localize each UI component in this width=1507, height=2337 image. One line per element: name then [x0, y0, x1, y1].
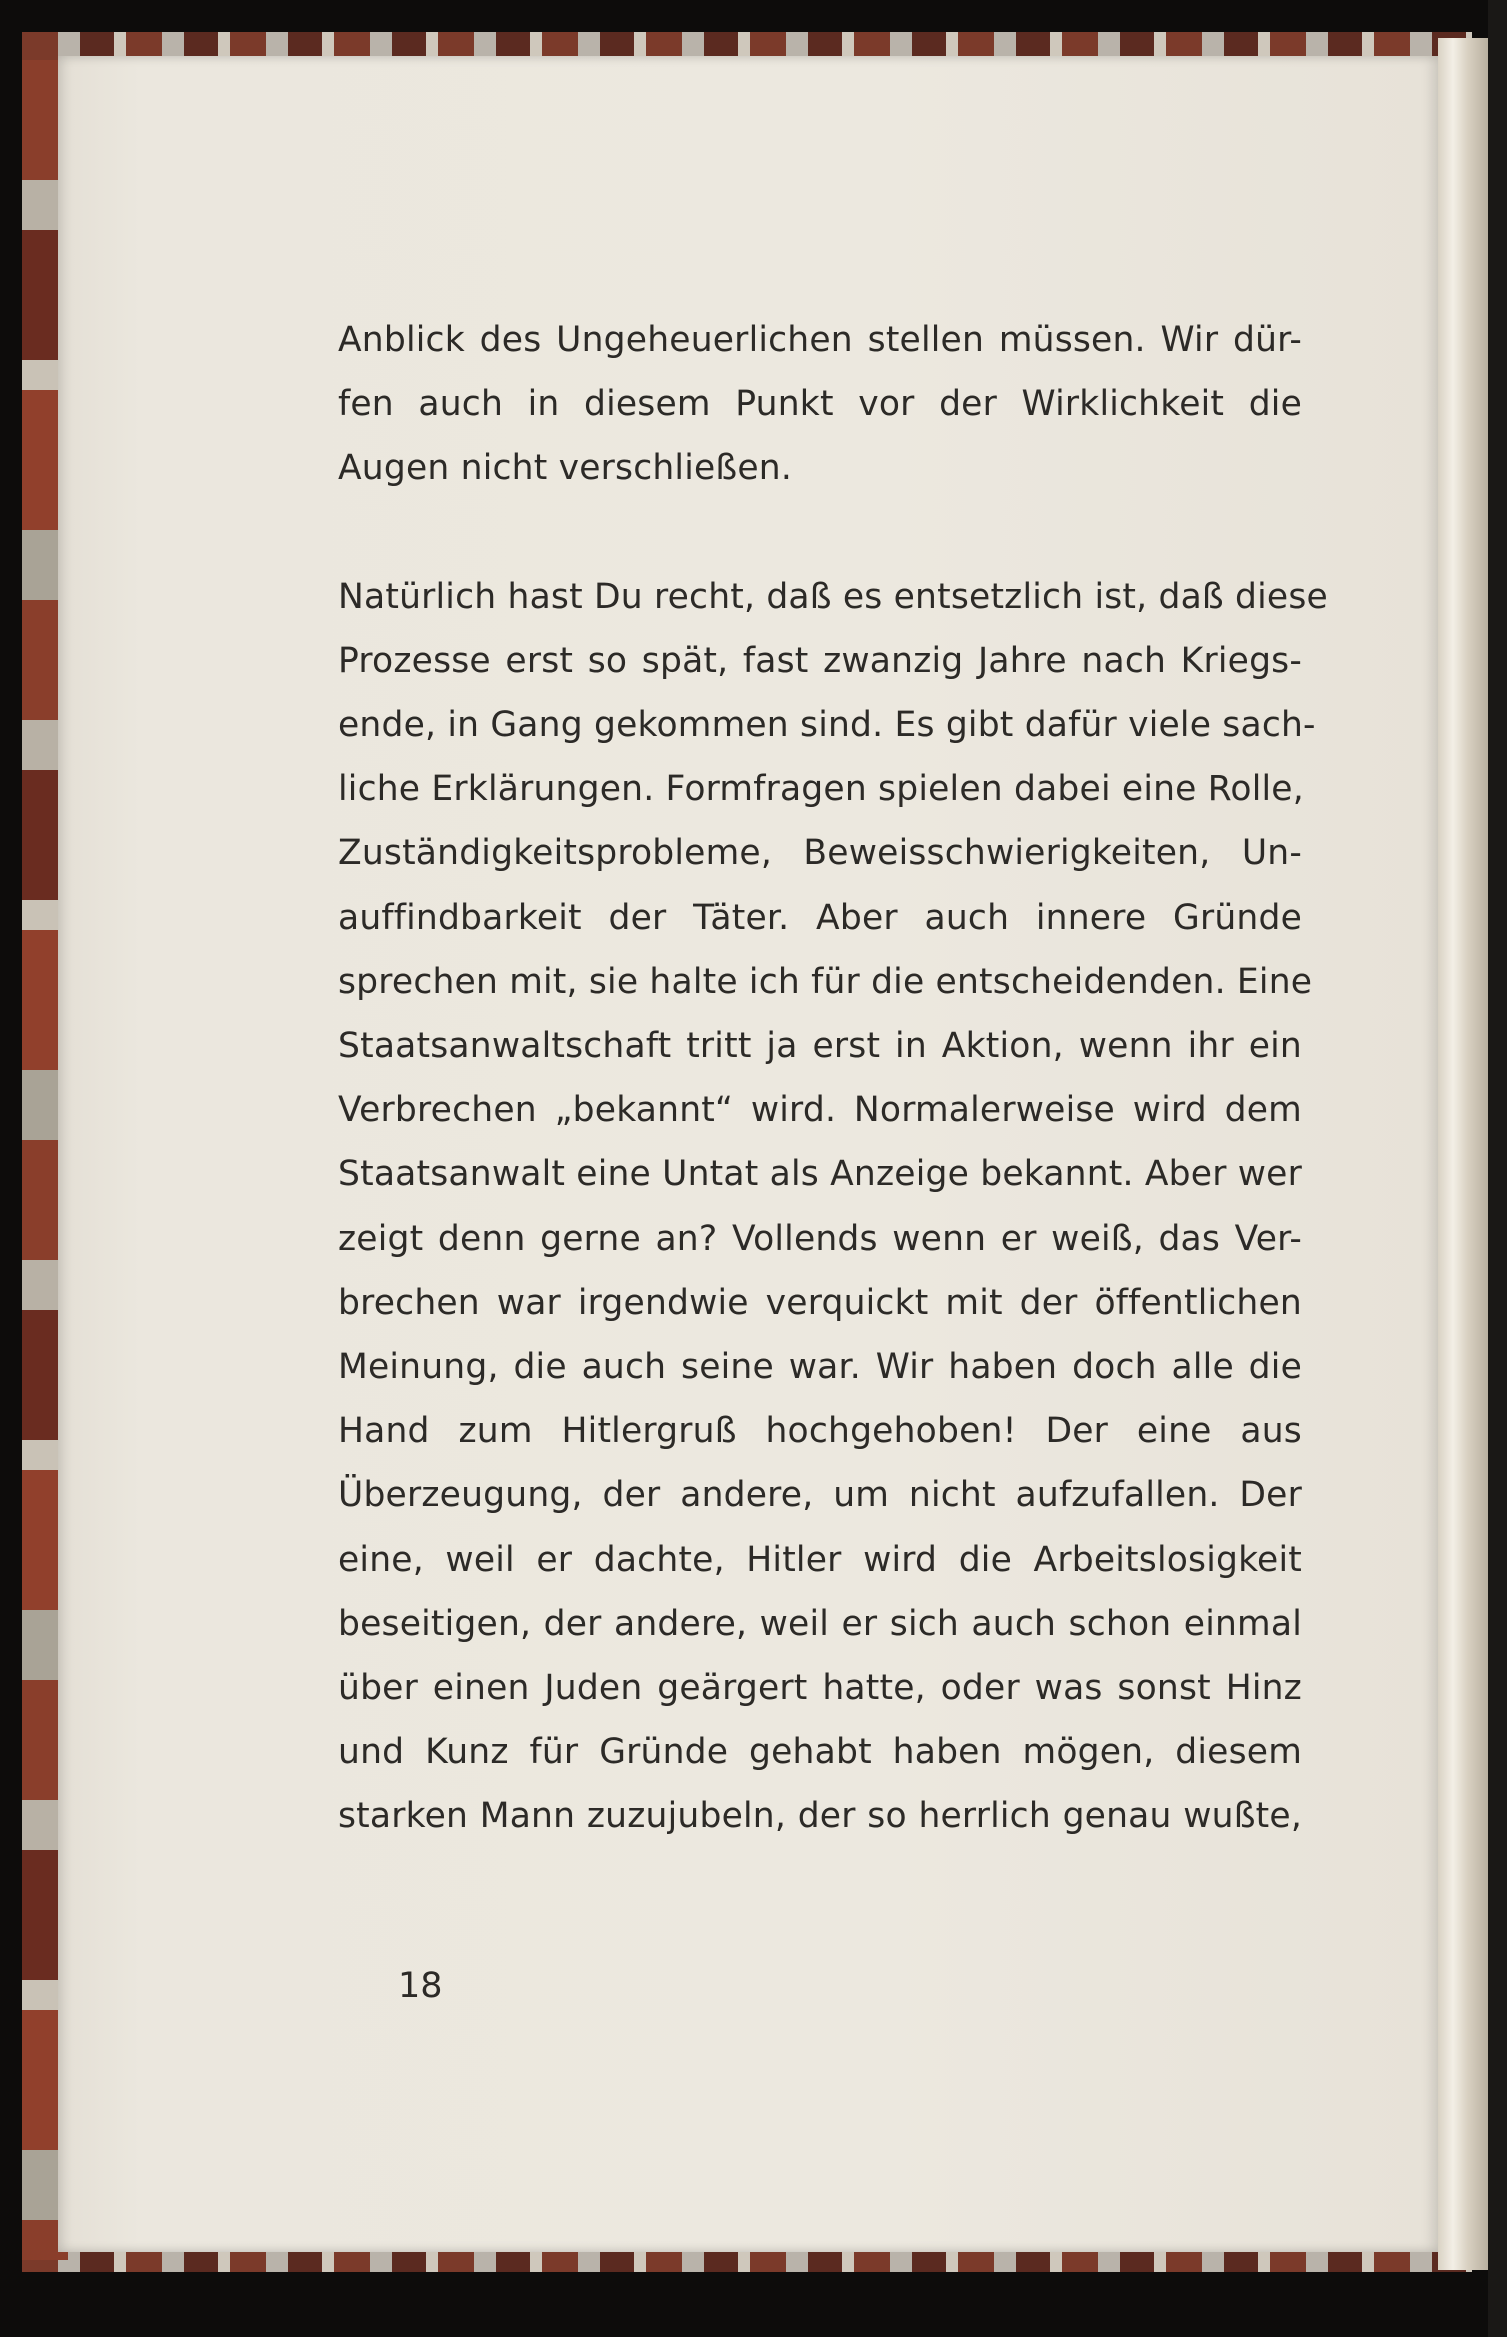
- text-line: Überzeugung, der andere, um nicht aufzufallen. Der: [338, 1475, 1302, 1516]
- text-line: beseitigen, der andere, weil er sich auch schon einmal: [338, 1603, 1302, 1644]
- paragraph-2: [338, 565, 1328, 1849]
- text-line: Verbrechen „bekannt“ wird. Normalerweise wird dem: [338, 1090, 1302, 1131]
- text-line: Zuständigkeitsprobleme, Beweisschwierigkeiten, Un-: [338, 833, 1302, 874]
- text-line: und Kunz für Gründe gehabt haben mögen, diesem: [338, 1732, 1302, 1773]
- paragraph-1: [338, 308, 1302, 501]
- page-number: 18: [398, 1966, 443, 2006]
- text-line: Augen nicht verschließen.: [338, 448, 793, 489]
- body-text: [338, 308, 1328, 1849]
- text-line: eine, weil er dachte, Hitler wird die Arbeitslosigkeit: [338, 1539, 1302, 1580]
- text-line: Natürlich hast Du recht, daß es entsetzlich ist, daß diese: [338, 576, 1328, 617]
- text-line: brechen war irgendwie verquickt mit der öffentlichen: [338, 1282, 1302, 1323]
- text-line: Hand zum Hitlergruß hochgehoben! Der eine aus: [338, 1411, 1302, 1452]
- text-line: fen auch in diesem Punkt vor der Wirklichkeit die: [338, 384, 1302, 425]
- scan-background-edge: [1488, 0, 1507, 2337]
- text-line: sprechen mit, sie halte ich für die entscheidenden. Eine: [338, 961, 1313, 1002]
- text-line: Staatsanwaltschaft tritt ja erst in Aktion, wenn ihr ein: [338, 1026, 1302, 1067]
- text-line: Staatsanwalt eine Untat als Anzeige bekannt. Aber wer: [338, 1154, 1302, 1195]
- text-line: auffindbarkeit der Täter. Aber auch innere Gründe: [338, 897, 1302, 938]
- text-line: über einen Juden geärgert hatte, oder was sonst Hinz: [338, 1668, 1302, 1709]
- text-line: zeigt denn gerne an? Vollends wenn er weiß, das Ver-: [338, 1218, 1302, 1259]
- text-line: starken Mann zuzujubeln, der so herrlich genau wußte,: [338, 1796, 1302, 1837]
- text-line: Anblick des Ungeheuerlichen stellen müssen. Wir dür-: [338, 320, 1302, 360]
- text-line: ende, in Gang gekommen sind. Es gibt dafür viele sach-: [338, 705, 1316, 746]
- book-gutter: [1438, 38, 1488, 2270]
- text-line: liche Erklärungen. Formfragen spielen dabei eine Rolle,: [338, 769, 1304, 810]
- text-line: Meinung, die auch seine war. Wir haben doch alle die: [338, 1347, 1302, 1388]
- text-line: Prozesse erst so spät, fast zwanzig Jahre nach Kriegs-: [338, 640, 1302, 681]
